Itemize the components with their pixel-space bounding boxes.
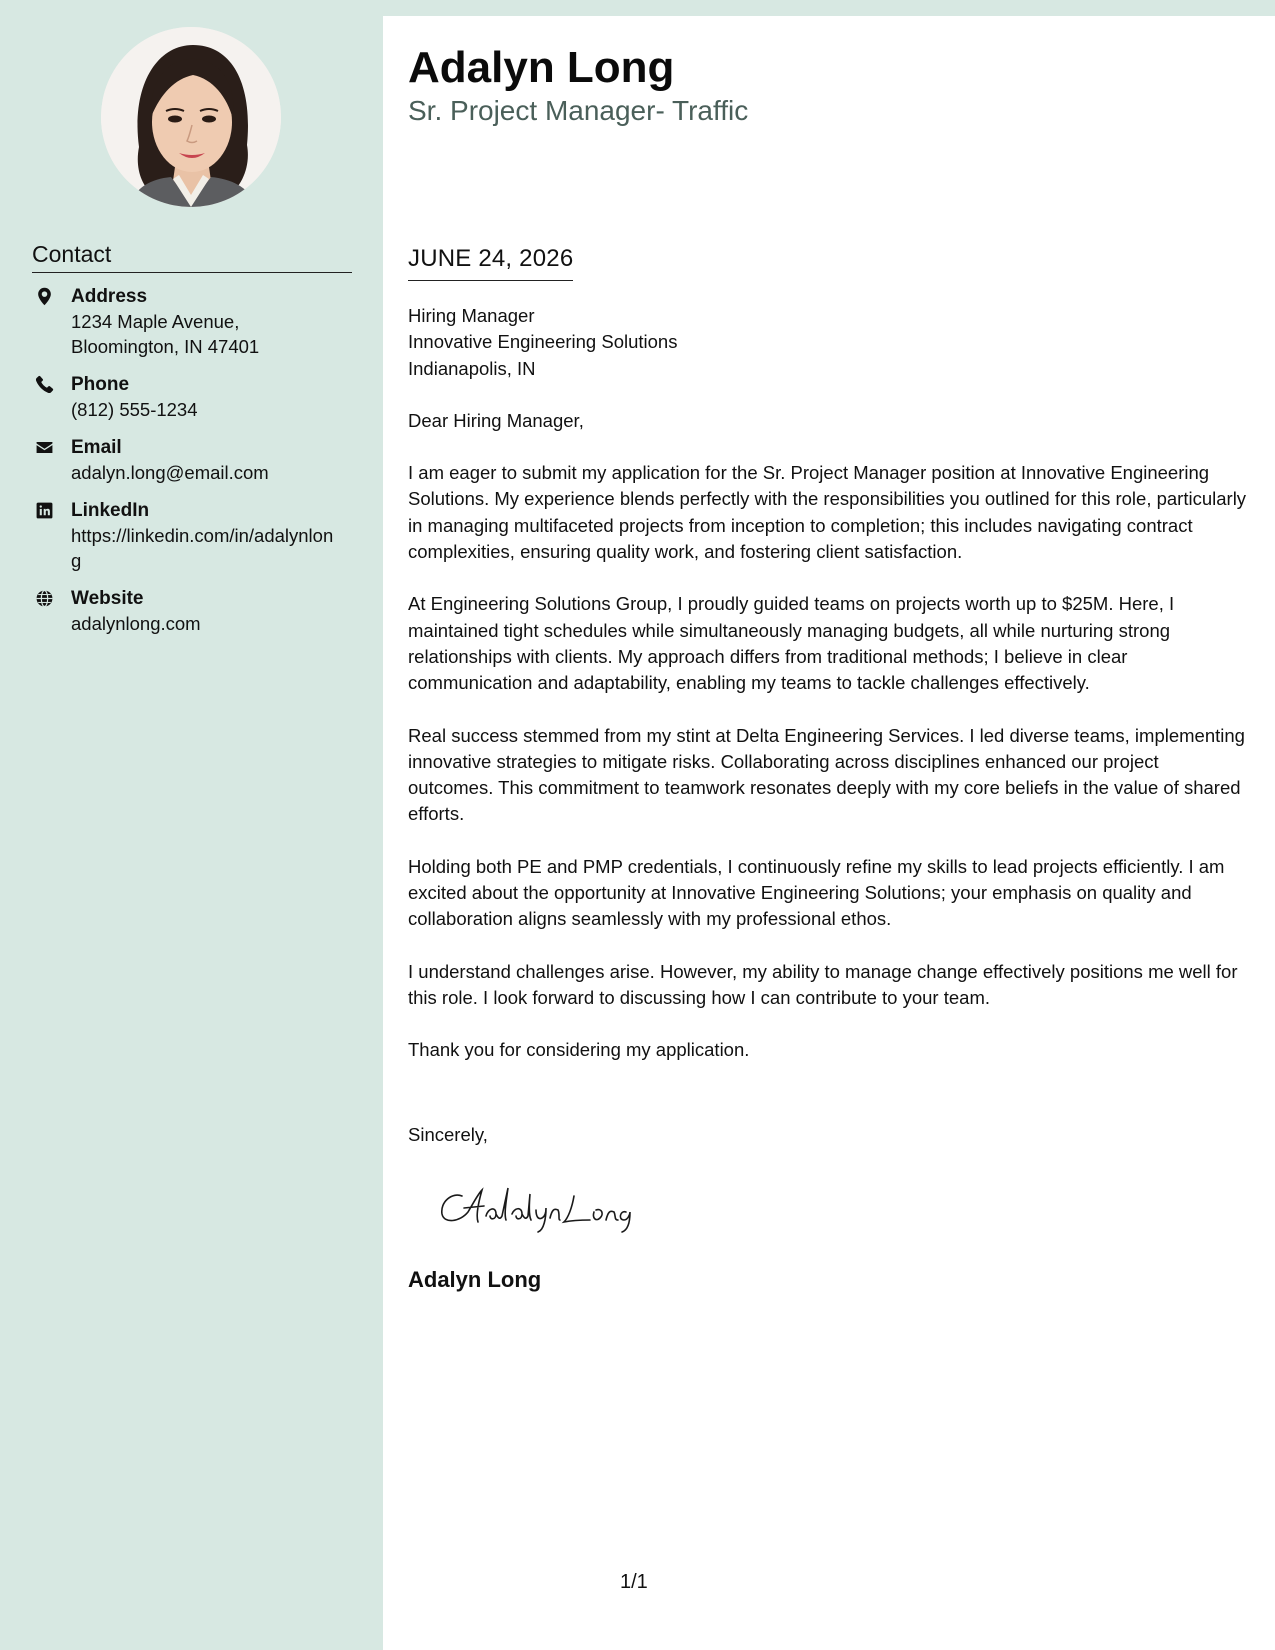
contact-item-address xyxy=(32,284,362,359)
phone-icon xyxy=(35,375,54,394)
letter-paragraph: Holding both PE and PMP credentials, I continuously refine my skills to lead projects efficiently. I am excited about the opportunity at Innovative Engineering Solutions; your emphasis on quality and collaboration aligns seamlessly with my professional ethos. xyxy=(408,855,1225,930)
contact-label: Phone xyxy=(71,374,130,395)
contact-item-linkedin xyxy=(32,498,362,573)
contact-label: Website xyxy=(71,588,144,609)
applicant-title: Sr. Project Manager- Traffic xyxy=(408,95,749,126)
contact-value: https://linkedin.com/in/adalynlon xyxy=(71,525,334,546)
contact-item-phone xyxy=(32,372,362,422)
letter-paragraph: I understand challenges arise. However, my ability to manage change effectively positions me well for this role. I look forward to discussing how I can contribute to your team. xyxy=(408,960,1238,1008)
contact-value: adalynlong.com xyxy=(71,613,201,634)
recipient-line: Hiring Manager xyxy=(408,305,535,326)
profile-photo xyxy=(101,27,281,207)
applicant-name: Adalyn Long xyxy=(408,43,675,92)
letter-paragraph: At Engineering Solutions Group, I proudly guided teams on projects worth up to $25M. Here, I maintained tight schedules while simultaneously managing budgets, all while nurturing strong relationships with clients. My approach differs from traditional methods; I believe in clear communication and adaptability, enabling my teams to tackle challenges effectively. xyxy=(408,593,1175,694)
contact-heading: Contact xyxy=(32,240,352,273)
contact-value: (812) 555-1234 xyxy=(71,399,198,420)
greeting: Dear Hiring Manager, xyxy=(408,409,584,431)
contact-list xyxy=(32,284,362,649)
contact-label: Email xyxy=(71,437,122,458)
page-number: 1/1 xyxy=(620,1571,648,1593)
letter-paragraph: Real success stemmed from my stint at Delta Engineering Services. I led diverse teams, implementing innovative strategies to mitigate risks. Collaborating across disciplines enhanced our project outcomes. This commitment to teamwork resonates deeply with my core beliefs in the value of shared efforts. xyxy=(408,724,1245,825)
sidebar xyxy=(0,0,383,1650)
signer-name: Adalyn Long xyxy=(408,1267,542,1292)
recipient-block xyxy=(408,303,1248,382)
contact-value: g xyxy=(71,550,82,571)
envelope-icon xyxy=(35,438,54,457)
contact-value: 1234 Maple Avenue, xyxy=(71,311,240,332)
contact-item-email xyxy=(32,435,362,485)
contact-label: Address xyxy=(71,286,148,307)
location-pin-icon xyxy=(35,287,54,306)
letter-paragraph: I am eager to submit my application for the Sr. Project Manager position at Innovative Engineering Solutions. My experience blends perfectly with the responsibilities you outlined for this role, particularly in managing multifaceted projects from inception to completion; this includes navigating contract complexities, ensuring quality work, and fostering client satisfaction. xyxy=(408,462,1247,563)
recipient-line: Innovative Engineering Solutions xyxy=(408,331,678,353)
contact-item-website xyxy=(32,586,362,636)
contact-label: LinkedIn xyxy=(71,500,150,521)
globe-icon xyxy=(35,589,54,608)
signature-image xyxy=(434,1174,654,1234)
contact-value: adalyn.long@email.com xyxy=(71,462,269,483)
letter-body xyxy=(408,303,1248,1064)
letter-date: JUNE 24, 2026 xyxy=(408,244,573,281)
letter-paragraph: Thank you for considering my application. xyxy=(408,1039,750,1061)
linkedin-icon xyxy=(35,501,54,520)
recipient-line: Indianapolis, IN xyxy=(408,357,536,379)
closing: Sincerely, xyxy=(408,1124,488,1145)
contact-value: Bloomington, IN 47401 xyxy=(71,336,260,357)
